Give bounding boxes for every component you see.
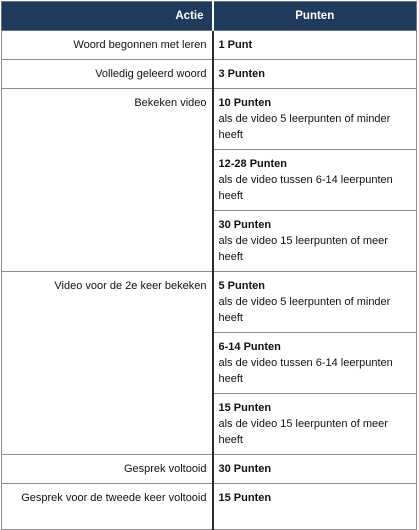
points-table — [1, 1, 417, 530]
points-value: 6-14 Punten — [218, 341, 281, 353]
points-cell — [213, 31, 417, 60]
action-cell: Volledig geleerd woord — [2, 60, 213, 89]
points-cell — [213, 60, 417, 89]
column-header-points: Punten — [213, 2, 417, 31]
points-condition: als de video 5 leerpunten of minder heeft — [218, 296, 391, 324]
points-value: 3 Punten — [218, 68, 265, 80]
table-row — [2, 60, 417, 89]
points-cell — [213, 333, 417, 394]
action-cell: Woord begonnen met leren — [2, 31, 213, 60]
points-value: 30 Punten — [218, 219, 272, 231]
action-cell: Bekeken video — [2, 89, 213, 272]
points-value: 1 Punt — [218, 39, 253, 51]
points-cell — [213, 150, 417, 211]
points-condition: als de video 15 leerpunten of meer heeft — [218, 418, 388, 446]
table-header-row — [2, 2, 417, 31]
points-value: 30 Punten — [218, 463, 272, 475]
action-cell: Gesprek voor de tweede keer voltooid — [2, 484, 213, 530]
points-cell — [213, 211, 417, 272]
points-condition: als de video 5 leerpunten of minder heeft — [218, 113, 391, 141]
points-cell — [213, 89, 417, 150]
points-value: 10 Punten — [218, 97, 272, 109]
points-cell — [213, 394, 417, 455]
points-condition: als de video tussen 6-14 leerpunten heeft — [218, 357, 393, 385]
points-value: 5 Punten — [218, 280, 265, 292]
points-condition: als de video tussen 6-14 leerpunten heeft — [218, 174, 393, 202]
points-value: 12-28 Punten — [218, 158, 287, 170]
action-cell: Gesprek voltooid — [2, 455, 213, 484]
points-value: 15 Punten — [218, 492, 272, 504]
points-condition: als de video 15 leerpunten of meer heeft — [218, 235, 388, 263]
table-row — [2, 89, 417, 150]
table-row — [2, 31, 417, 60]
points-cell — [213, 455, 417, 484]
table-row — [2, 272, 417, 333]
points-cell — [213, 272, 417, 333]
table-row — [2, 455, 417, 484]
action-cell: Video voor de 2e keer bekeken — [2, 272, 213, 455]
points-value: 15 Punten — [218, 402, 272, 414]
column-header-action: Actie — [2, 2, 213, 31]
